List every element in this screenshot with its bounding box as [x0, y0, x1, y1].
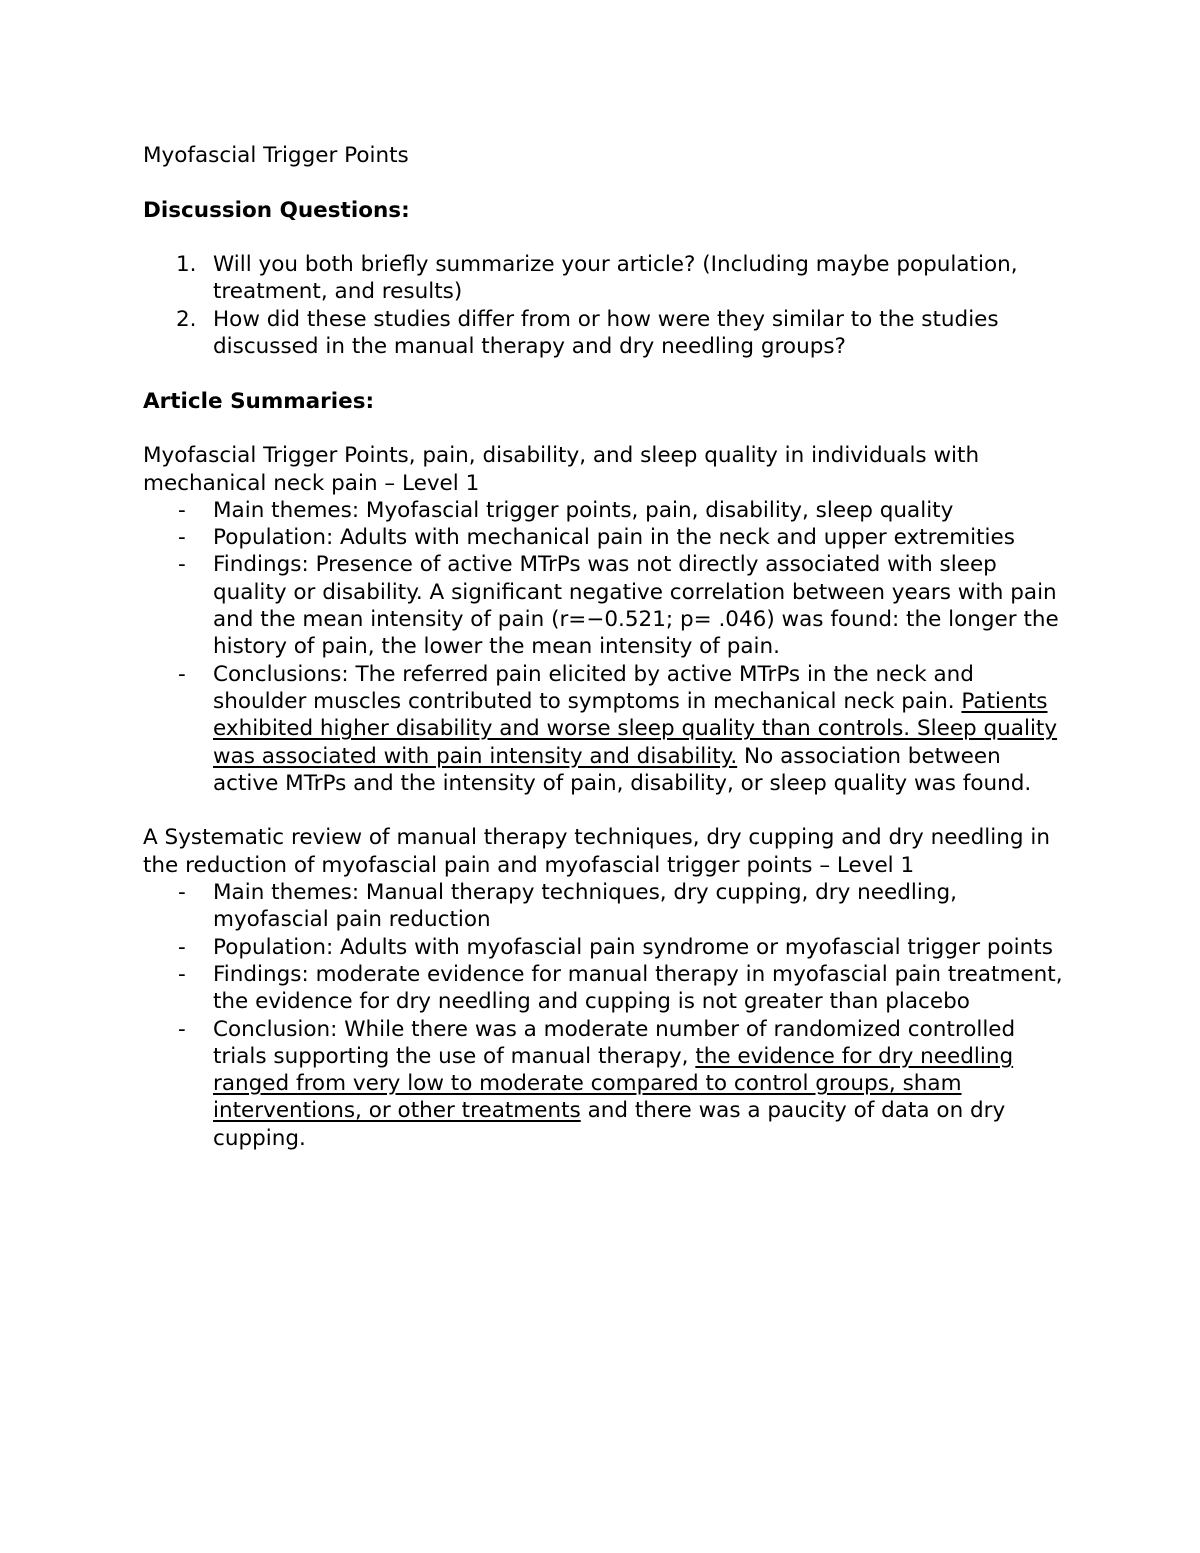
point-text: Main themes: Myofascial trigger points, pain, disability, sleep quality	[213, 497, 954, 523]
underlined-text: the evidence for dry needling ranged from very low to moderate compared to control groups, sham interventions, or other treatments	[213, 1043, 1014, 1124]
article-point-list	[143, 879, 1068, 1152]
question-text: Will you both briefly summarize your article? (Including maybe population, treatment, and results)	[213, 252, 1018, 305]
article-point	[143, 879, 1068, 934]
article-point	[143, 1016, 1068, 1152]
article-point	[143, 497, 1068, 524]
point-text: Population: Adults with mechanical pain in the neck and upper extremities	[213, 525, 1015, 551]
point-text: Main themes: Manual therapy techniques, dry cupping, dry needling, myofascial pain reduction	[213, 880, 957, 933]
article-point	[143, 934, 1068, 961]
point-text-before: Conclusions: The referred pain elicited by active MTrPs in the neck and shoulder muscles contributed to symptoms in mechanical neck pain.	[213, 661, 974, 714]
document-body	[143, 142, 1068, 1179]
point-text-before: Conclusion: While there was a moderate number of randomized controlled trials supporting the use of manual therapy,	[213, 1016, 1016, 1069]
article-summary	[143, 442, 1068, 797]
point-text: Population: Adults with myofascial pain syndrome or myofascial trigger points	[213, 934, 1053, 960]
underlined-text: Patients exhibited higher disability and worse sleep quality than controls. Sleep quality was associated with pain intensity and disability.	[213, 688, 1058, 769]
summaries-heading: Article Summaries:	[143, 388, 375, 414]
bullet-dash: -	[178, 1016, 186, 1042]
bullet-dash: -	[178, 525, 186, 551]
article-title: A Systematic review of manual therapy techniques, dry cupping and dry needling in the reduction of myofascial pain and myofascial trigger points – Level 1	[143, 825, 1050, 878]
bullet-dash: -	[178, 934, 186, 960]
article-summary	[143, 824, 1068, 1152]
bullet-dash: -	[178, 961, 186, 987]
bullet-dash: -	[178, 497, 186, 523]
bullet-dash: -	[178, 661, 186, 687]
document-title: Myofascial Trigger Points	[143, 143, 409, 168]
question-text: How did these studies differ from or how were they similar to the studies discussed in the manual therapy and dry needling groups?	[213, 306, 999, 360]
article-point-list	[143, 497, 1068, 797]
discussion-heading: Discussion Questions:	[143, 197, 410, 223]
article-point	[143, 661, 1068, 797]
point-text-after: and there was a paucity of data on dry cupping.	[213, 1098, 1006, 1151]
article-point	[143, 551, 1068, 660]
discussion-question	[143, 306, 1068, 361]
bullet-dash: -	[178, 880, 186, 906]
point-text: Findings: Presence of active MTrPs was not directly associated with sleep quality or disability. A significant negative correlation between years with pain and the mean intensity of pain (r=−0.521; p= .046) was found: the longer the history of pain, the lower the mean intensity of pain.	[213, 552, 1059, 660]
discussion-question-list	[143, 251, 1068, 360]
discussion-question	[143, 251, 1068, 306]
article-point	[143, 961, 1068, 1016]
article-point	[143, 524, 1068, 551]
bullet-dash: -	[178, 552, 186, 578]
question-number: 2.	[176, 306, 197, 332]
point-text-after: No association between active MTrPs and the intensity of pain, disability, or sleep quality was found.	[213, 743, 1032, 796]
point-text: Findings: moderate evidence for manual therapy in myofascial pain treatment, the evidence for dry needling and cupping is not greater than placebo	[213, 961, 1063, 1015]
question-number: 1.	[176, 252, 197, 278]
article-title: Myofascial Trigger Points, pain, disability, and sleep quality in individuals with mechanical neck pain – Level 1	[143, 443, 980, 496]
